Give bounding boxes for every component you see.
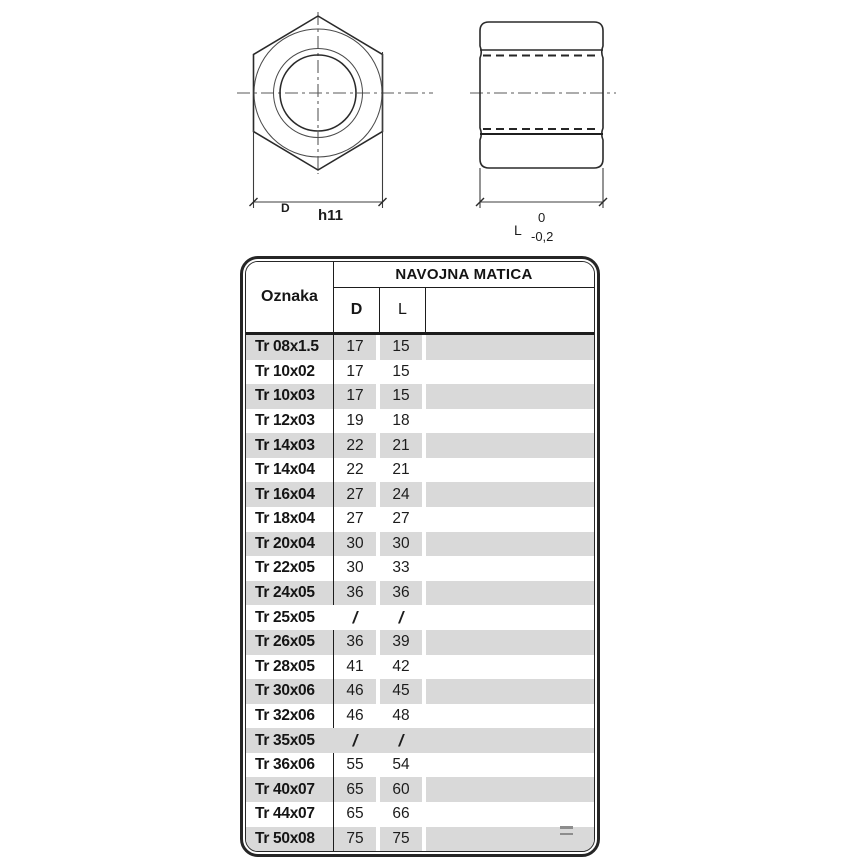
cell-d: 17 — [334, 360, 380, 385]
cell-oznaka: Tr 44x07 — [246, 802, 334, 827]
cell-d: 41 — [334, 655, 380, 680]
column-header-d: D — [334, 288, 380, 332]
cell-d: 27 — [334, 507, 380, 532]
table-row — [246, 777, 594, 802]
cell-oznaka: Tr 18x04 — [246, 507, 334, 532]
dim-label-d: D — [281, 201, 290, 215]
cell-filler — [426, 655, 594, 680]
cell-d: 65 — [334, 777, 380, 802]
table-row — [246, 728, 594, 753]
nut-profile-outline — [480, 22, 603, 168]
cell-l: 30 — [380, 532, 426, 557]
cell-filler — [426, 409, 594, 434]
cell-d: 65 — [334, 802, 380, 827]
cell-filler — [426, 335, 594, 360]
cell-oznaka: Tr 40x07 — [246, 777, 334, 802]
cell-l: 66 — [380, 802, 426, 827]
cell-d: 19 — [334, 409, 380, 434]
table-row — [246, 655, 594, 680]
cell-l: 27 — [380, 507, 426, 532]
cell-filler — [426, 581, 594, 606]
cell-oznaka: Tr 32x06 — [246, 704, 334, 729]
cell-filler — [426, 507, 594, 532]
cell-oznaka: Tr 10x02 — [246, 360, 334, 385]
sub-header-row — [334, 288, 594, 332]
table-title: NAVOJNA MATICA — [334, 262, 594, 288]
cell-d: 75 — [334, 827, 380, 852]
table-row — [246, 753, 594, 778]
cell-d: 36 — [334, 630, 380, 655]
cell-l: 75 — [380, 827, 426, 852]
cell-oznaka: Tr 26x05 — [246, 630, 334, 655]
cell-filler — [426, 679, 594, 704]
cell-l: 21 — [380, 433, 426, 458]
cell-filler — [426, 802, 594, 827]
cell-filler — [426, 753, 594, 778]
table-frame — [240, 256, 600, 857]
cell-oznaka: Tr 16x04 — [246, 482, 334, 507]
tolerance-upper: 0 — [538, 210, 546, 225]
cell-l: 36 — [380, 581, 426, 606]
cell-l: / — [398, 607, 404, 627]
cell-l: 21 — [380, 458, 426, 483]
cell-filler — [426, 556, 594, 581]
cell-l: 33 — [380, 556, 426, 581]
cell-d: 27 — [334, 482, 380, 507]
cell-l: 15 — [380, 335, 426, 360]
cell-l: 60 — [380, 777, 426, 802]
cell-l: 42 — [380, 655, 426, 680]
cell-l: 54 — [380, 753, 426, 778]
table-row — [246, 581, 594, 606]
cell-oznaka: Tr 50x08 — [246, 827, 334, 852]
column-header-oznaka: Oznaka — [246, 262, 334, 332]
table-row — [246, 335, 594, 360]
cell-filler — [426, 384, 594, 409]
cell-l: / — [398, 730, 404, 750]
table-body — [246, 335, 594, 851]
column-header-empty — [426, 288, 594, 332]
cell-oznaka: Tr 30x06 — [246, 679, 334, 704]
cell-d: / — [352, 730, 358, 750]
cell-d: / — [352, 607, 358, 627]
cell-d: 36 — [334, 581, 380, 606]
cell-filler — [426, 728, 594, 753]
table-row — [246, 433, 594, 458]
table-row — [246, 827, 594, 852]
column-header-l: L — [380, 288, 426, 332]
cell-filler — [426, 360, 594, 385]
cell-d: 46 — [334, 704, 380, 729]
table-row — [246, 507, 594, 532]
table-row — [246, 482, 594, 507]
cell-oznaka: Tr 14x03 — [246, 433, 334, 458]
cell-d: 30 — [334, 532, 380, 557]
cell-filler — [426, 532, 594, 557]
cell-filler — [426, 630, 594, 655]
table-row — [246, 704, 594, 729]
cell-oznaka: Tr 36x06 — [246, 753, 334, 778]
cell-filler — [426, 605, 594, 630]
cell-l: 15 — [380, 384, 426, 409]
cell-l: 24 — [380, 482, 426, 507]
cell-filler — [426, 777, 594, 802]
table-row — [246, 556, 594, 581]
table-row — [246, 605, 594, 630]
cell-d: 30 — [334, 556, 380, 581]
table-row — [246, 532, 594, 557]
cell-filler — [426, 433, 594, 458]
cell-filler — [426, 458, 594, 483]
cell-d: 17 — [334, 335, 380, 360]
table-row — [246, 409, 594, 434]
cell-oznaka: Tr 22x05 — [246, 556, 334, 581]
dim-label-h11: h11 — [318, 207, 344, 224]
cell-d: 22 — [334, 433, 380, 458]
cell-oznaka: Tr 24x05 — [246, 581, 334, 606]
dim-label-l: L — [514, 222, 522, 238]
header-right-group — [334, 262, 594, 332]
cell-oznaka: Tr 35x05 — [255, 731, 315, 749]
cell-d: 55 — [334, 753, 380, 778]
table-row — [246, 630, 594, 655]
table-row — [246, 384, 594, 409]
table-header — [246, 262, 594, 335]
table-frame-inner — [245, 261, 595, 852]
table-row — [246, 679, 594, 704]
cell-filler — [426, 704, 594, 729]
table-row — [246, 360, 594, 385]
cell-d: 22 — [334, 458, 380, 483]
cell-oznaka: Tr 28x05 — [246, 655, 334, 680]
cell-filler — [426, 482, 594, 507]
cell-l: 45 — [380, 679, 426, 704]
cell-oznaka: Tr 25x05 — [255, 608, 315, 626]
front-view-drawing — [210, 0, 440, 235]
tolerance-lower: -0,2 — [531, 229, 554, 244]
cell-oznaka: Tr 12x03 — [246, 409, 334, 434]
cell-d: 46 — [334, 679, 380, 704]
cell-l: 18 — [380, 409, 426, 434]
cell-l: 15 — [380, 360, 426, 385]
cell-l: 39 — [380, 630, 426, 655]
cell-l: 48 — [380, 704, 426, 729]
table-row — [246, 802, 594, 827]
cell-d: 17 — [334, 384, 380, 409]
cell-oznaka: Tr 20x04 — [246, 532, 334, 557]
cell-oznaka: Tr 14x04 — [246, 458, 334, 483]
cell-oznaka: Tr 08x1.5 — [246, 335, 334, 360]
table-row — [246, 458, 594, 483]
equals-mark — [560, 826, 573, 835]
cell-oznaka: Tr 10x03 — [246, 384, 334, 409]
